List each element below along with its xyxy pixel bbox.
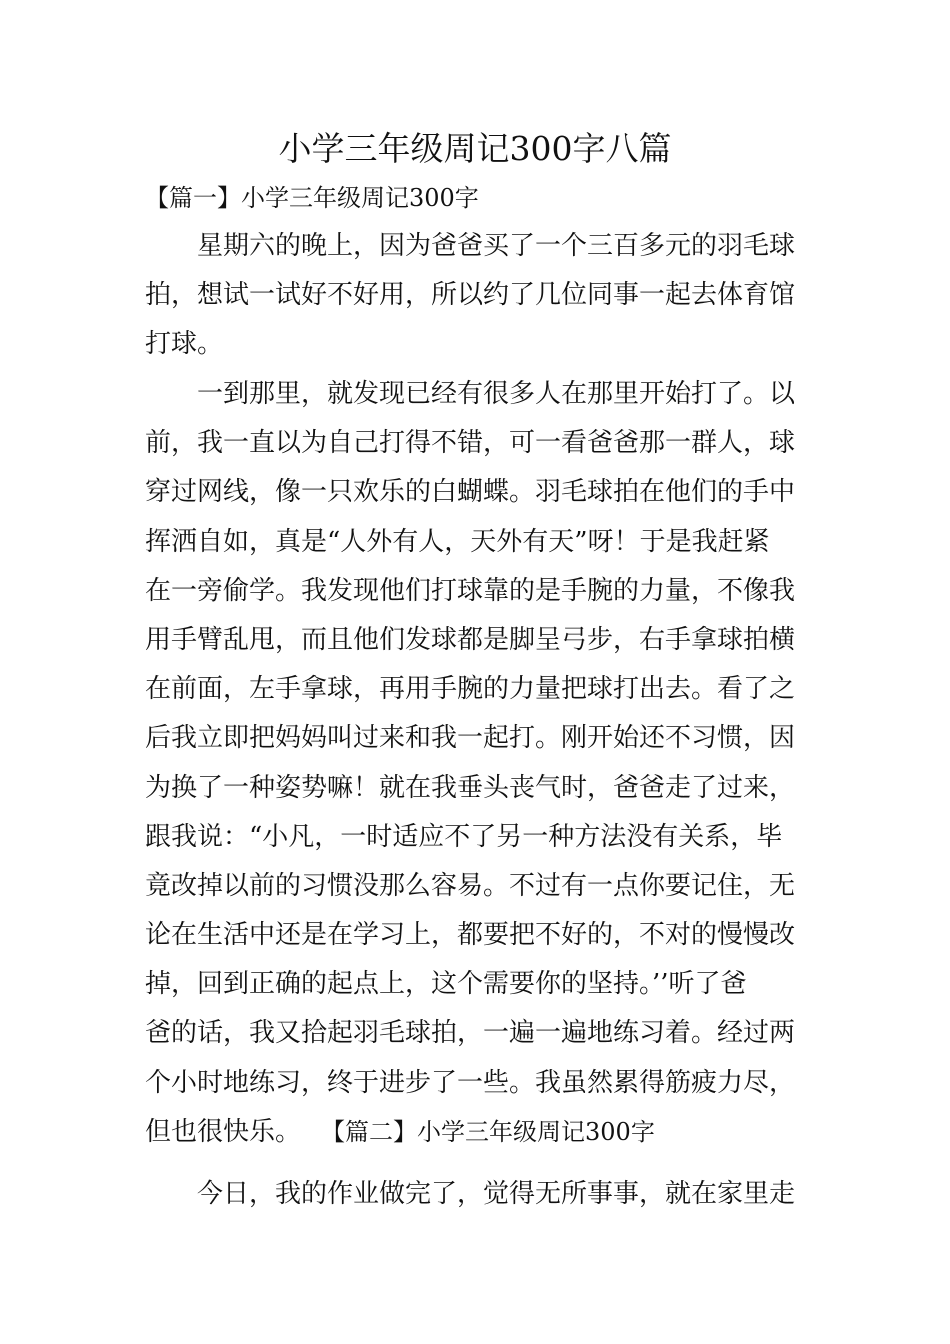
text-line: 后我立即把妈妈叫过来和我一起打。刚开始还不习惯，因 <box>145 723 796 754</box>
text-line: 穿过网线，像一只欢乐的白蝴蝶。羽毛球拍在他们的手中 <box>145 477 796 508</box>
text-line: 掉，回到正确的起点上，这个需要你的坚持。’’听了爸 <box>145 969 747 1000</box>
text-line: 用手臂乱甩，而且他们发球都是脚呈弓步，右手拿球拍横 <box>145 624 796 655</box>
text-line: 论在生活中还是在学习上，都要把不好的，不对的慢慢改 <box>145 920 796 951</box>
text-line: 拍，想试一试好不好用，所以约了几位同事一起去体育馆 <box>145 280 796 311</box>
text-line: 爸的话，我又拾起羽毛球拍，一遍一遍地练习着。经过两 <box>145 1018 796 1049</box>
section-heading-1: 【篇一】小学三年级周记300字 <box>145 184 479 212</box>
paragraph-1 <box>145 222 810 370</box>
text-line: 竟改掉以前的习惯没那么容易。不过有一点你要记住，无 <box>145 870 796 901</box>
section-heading-2: 【篇二】小学三年级周记300字 <box>333 1117 655 1146</box>
paragraph-2 <box>145 370 810 1157</box>
text-line: 为换了一种姿势嘛！就在我垂头丧气时，爸爸走了过来， <box>145 772 796 803</box>
text-line-with-heading <box>145 1108 810 1157</box>
text-line: 在前面，左手拿球，再用手腕的力量把球打出去。看了之 <box>145 674 796 705</box>
text-line: 个小时地练习，终于进步了一些。我虽然累得筋疲力尽， <box>145 1067 796 1098</box>
text-line: 星期六的晚上，因为爸爸买了一个三百多元的羽毛球 <box>197 231 796 261</box>
text-line: 一到那里，就发现已经有很多人在那里开始打了。以 <box>197 379 796 409</box>
text-line: 今日，我的作业做完了，觉得无所事事，就在家里走 <box>197 1179 796 1209</box>
text-line: 但也很快乐。 <box>145 1116 302 1147</box>
text-line: 跟我说：“小凡，一时适应不了另一种方法没有关系，毕 <box>145 821 783 852</box>
text-line: 挥洒自如，真是“人外有人，天外有天”呀！于是我赶紧 <box>145 526 770 557</box>
text-line: 在一旁偷学。我发现他们打球靠的是手腕的力量，不像我 <box>145 575 796 606</box>
text-line: 打球。 <box>145 329 224 360</box>
document-title: 小学三年级周记300字八篇 <box>278 129 672 168</box>
paragraph-3 <box>145 1170 810 1219</box>
text-line: 前，我一直以为自己打得不错，可一看爸爸那一群人，球 <box>145 428 796 459</box>
